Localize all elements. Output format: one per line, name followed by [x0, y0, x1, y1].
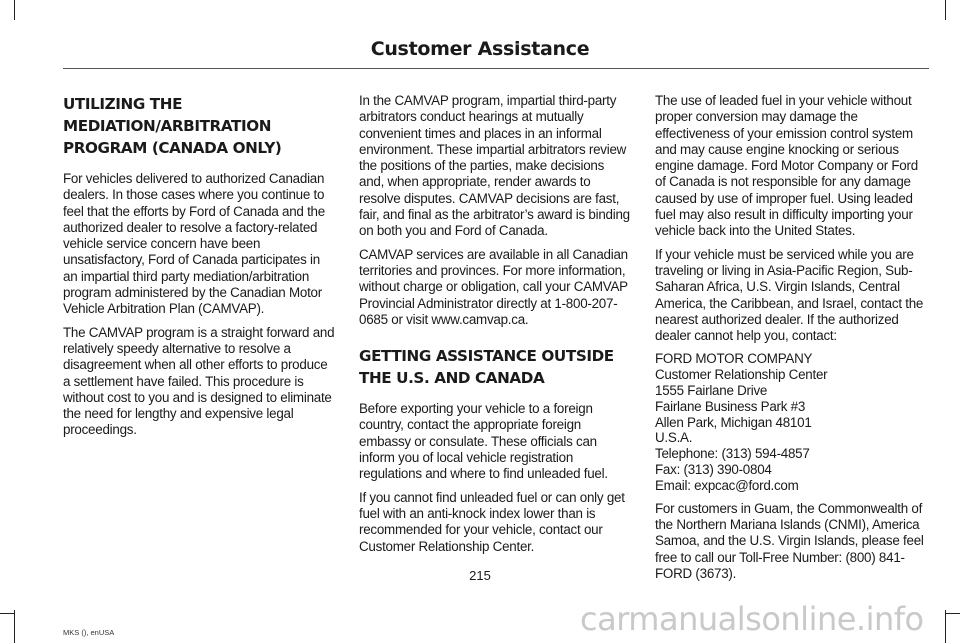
address-line: 1555 Fairlane Drive: [655, 383, 768, 399]
column-2: [359, 93, 631, 562]
paragraph: CAMVAP services are available in all Canadian territories and provinces. For more information, without charge or obligation, call your CAMVAP Provincial Administrator directly at 1-800-207-0685 or visit www.camvap.ca.: [359, 246, 628, 327]
email-line: Email: expcac@ford.com: [655, 477, 799, 493]
page-header-title: Customer Assistance: [370, 38, 590, 60]
paragraph: Before exporting your vehicle to a foreign country, contact the appropriate foreign embassy or consulate. These officials can inform you of local vehicle registration regulations and where to find unleaded fuel.: [359, 401, 608, 482]
paragraph: The CAMVAP program is a straight forward and relatively speedy alternative to resolve a disagreement when all other efforts to produce a settlement have failed. This procedure is without cost to you and is designed to eliminate the need for lengthy and expensive legal proceedings.: [63, 324, 335, 438]
document-code: MKS (), enUSA: [63, 628, 115, 637]
header-divider: [63, 68, 929, 69]
paragraph: The use of leaded fuel in your vehicle without proper conversion may damage the effectiveness of your emission control system and may cause engine knocking or serious engine damage. Ford Motor Company or Ford of Canada is not responsible for any damage caused by use of improper fuel. Using leaded fuel may also result in difficulty importing your vehicle back into the United States.: [655, 93, 918, 239]
telephone-line: Telephone: (313) 594-4857: [655, 446, 810, 462]
crop-mark-top-left: [14, 0, 15, 20]
column-1: [63, 93, 335, 446]
paragraph: For vehicles delivered to authorized Canadian dealers. In those cases where you continue to feel that the efforts by Ford of Canada and the authorized dealer to resolve a factory-related vehicle service concern have been unsatisfactory, Ford of Canada participates in an impartial third party mediation/arbitration program administered by the Canadian Motor Vehicle Arbitration Plan (CAMVAP).: [63, 171, 325, 317]
section-heading-outside-us: GETTING ASSISTANCE OUTSIDE THE U.S. AND CANADA: [359, 347, 614, 388]
address-line: Customer Relationship Center: [655, 367, 828, 383]
watermark: carmanualsonline.info: [580, 600, 924, 638]
fax-line: Fax: (313) 390-0804: [655, 462, 772, 478]
address-line: Allen Park, Michigan 48101: [655, 414, 812, 430]
address-line: FORD MOTOR COMPANY: [655, 351, 813, 367]
column-3: [655, 93, 927, 589]
section-heading-mediation: UTILIZING THE MEDIATION/ARBITRATION PROGRAM (CANADA ONLY): [63, 95, 282, 157]
address-line: Fairlane Business Park #3: [655, 398, 806, 414]
paragraph: In the CAMVAP program, impartial third-party arbitrators conduct hearings at mutually convenient times and places in an informal environment. These impartial arbitrators review the positions of the parties, make decisions and, when appropriate, render awards to resolve disputes. CAMVAP decisions are fast, fair, and final as the arbitrator’s award is binding on both you and Ford of Canada.: [359, 93, 630, 239]
paragraph: If you cannot find unleaded fuel or can only get fuel with an anti-knock index lower than is recommended for your vehicle, contact our Customer Relationship Center.: [359, 489, 625, 554]
page-number: 215: [469, 568, 491, 583]
crop-mark-left-tick: [0, 613, 14, 614]
crop-mark-right-tick: [946, 613, 960, 614]
address-line: U.S.A.: [655, 430, 693, 446]
contact-address: [655, 351, 927, 493]
paragraph: For customers in Guam, the Commonwealth of the Northern Mariana Islands (CNMI), America Samoa, and the U.S. Virgin Islands, please feel free to call our Toll-Free Number: (800) 841-FORD (3673).: [655, 500, 924, 581]
crop-mark-top-right: [945, 0, 946, 20]
paragraph: If your vehicle must be serviced while you are traveling or living in Asia-Pacific Region, Sub-Saharan Africa, U.S. Virgin Islands, Central America, the Caribbean, and Israel, contact the nearest authorized dealer. If the authorized dealer cannot help you, contact:: [655, 246, 924, 344]
crop-mark-bottom-left: [14, 610, 15, 643]
crop-mark-bottom-right: [945, 610, 946, 643]
